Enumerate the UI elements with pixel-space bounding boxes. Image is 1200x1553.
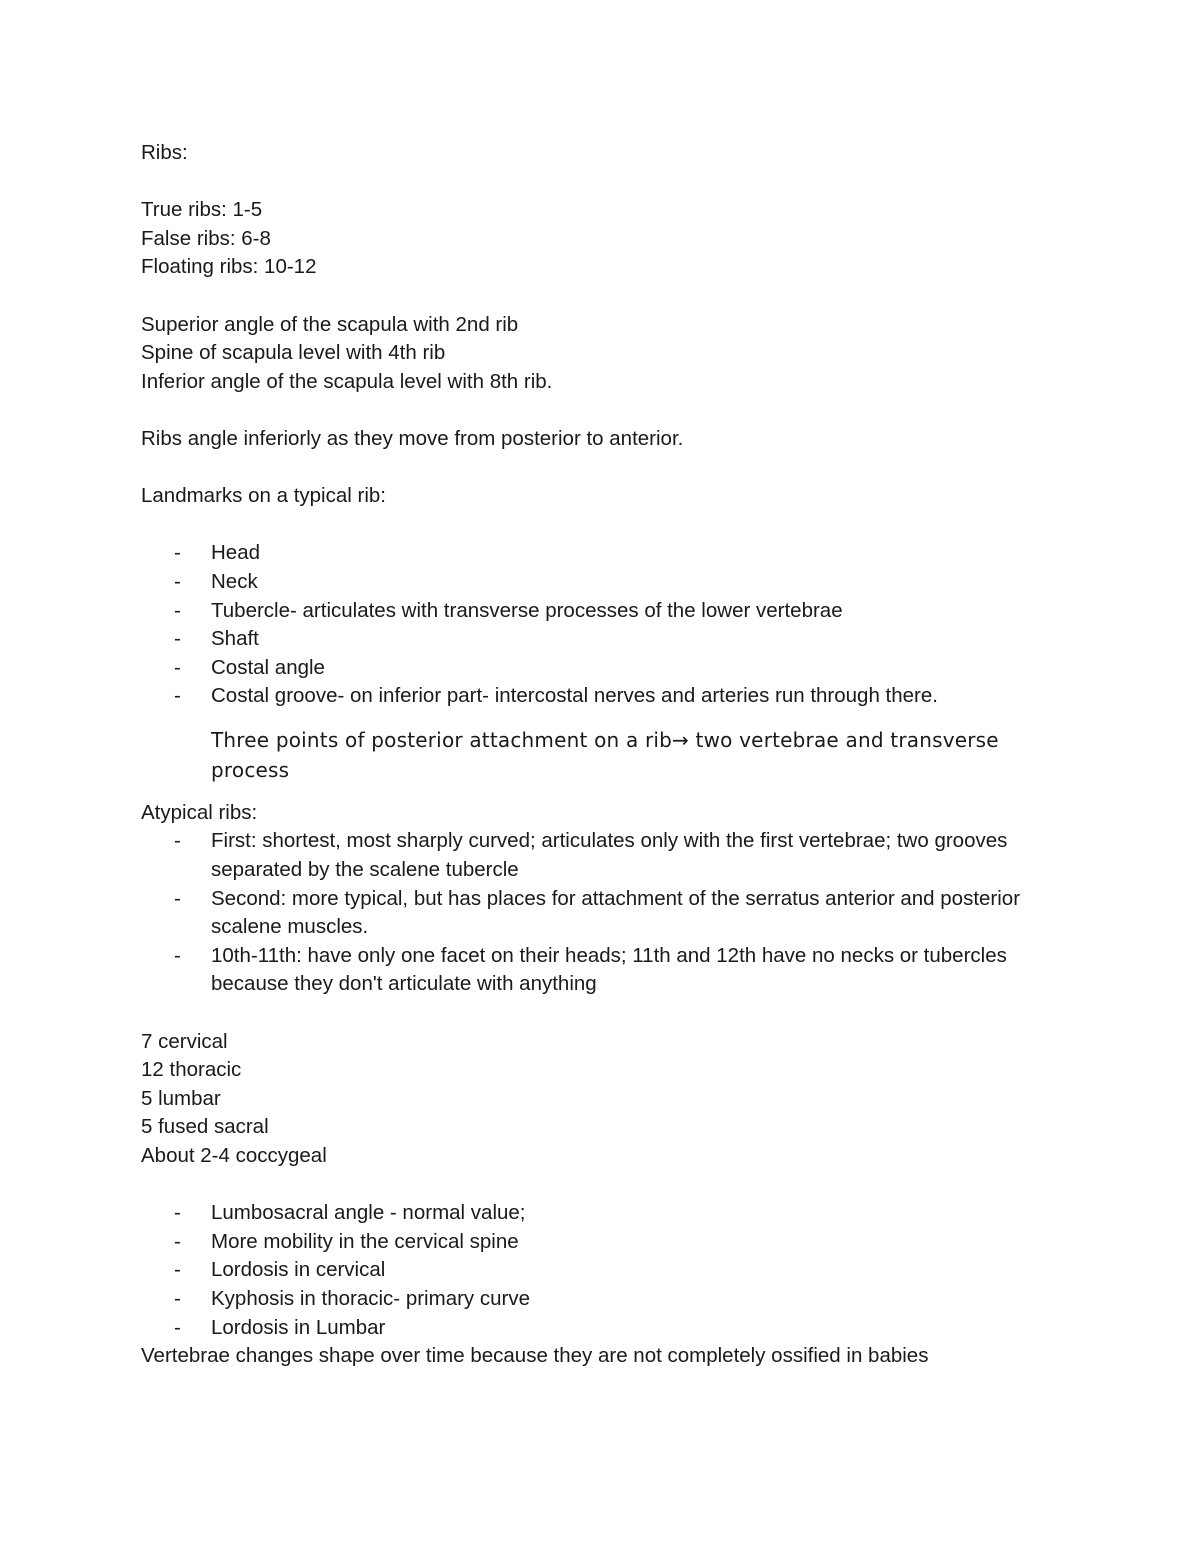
list-item-text: Tubercle- articulates with transverse processes of the lower vertebrae: [211, 598, 843, 622]
attachment-note: Three points of posterior attachment on a rib→ two vertebrae and transverse process: [211, 727, 999, 782]
spacer: [141, 999, 1101, 1028]
vertebrae-closing-note: Vertebrae changes shape over time because they are not completely ossified in babies: [141, 1344, 929, 1368]
bullet-marker: -: [174, 829, 181, 853]
list-item: [141, 597, 1101, 626]
list-item-text: Kyphosis in thoracic- primary curve: [211, 1286, 530, 1310]
list-item-text: Costal angle: [211, 655, 325, 679]
vertebrae-count-cervical: 7 cervical: [141, 1029, 228, 1053]
bullet-marker: -: [174, 1258, 181, 1282]
list-item-text: Lumbosacral angle - normal value;: [211, 1201, 526, 1225]
list-item: [141, 885, 1101, 942]
list-item: [141, 1314, 1101, 1343]
bullet-marker: -: [174, 569, 181, 593]
list-item-text: Neck: [211, 569, 258, 593]
list-item: [141, 625, 1101, 654]
list-item: [141, 654, 1101, 683]
list-item-text: More mobility in the cervical spine: [211, 1229, 519, 1253]
rib-type-false: False ribs: 6-8: [141, 226, 271, 250]
list-item-text: Shaft: [211, 627, 259, 651]
bullet-marker: -: [174, 1201, 181, 1225]
spacer: [141, 454, 1101, 483]
list-item-text: Lordosis in cervical: [211, 1258, 386, 1282]
rib-type-true: True ribs: 1-5: [141, 198, 263, 222]
atypical-list: [141, 827, 1101, 999]
bullet-marker: -: [174, 886, 181, 910]
bullet-marker: -: [174, 1286, 181, 1310]
vertebrae-count-thoracic: 12 thoracic: [141, 1058, 242, 1082]
list-item: [141, 539, 1101, 568]
spacer: [141, 1171, 1101, 1200]
list-item: [141, 568, 1101, 597]
bullet-marker: -: [174, 655, 181, 679]
bullet-marker: -: [174, 541, 181, 565]
list-item-text: Lordosis in Lumbar: [211, 1315, 386, 1339]
scapula-line-inferior: Inferior angle of the scapula level with 8th rib.: [141, 369, 553, 393]
document-page: [141, 139, 1101, 1371]
bullet-marker: -: [174, 598, 181, 622]
vertebrae-count-lumbar: 5 lumbar: [141, 1086, 221, 1110]
vertebrae-count-coccygeal: About 2-4 coccygeal: [141, 1144, 327, 1167]
spacer: [141, 396, 1101, 425]
vertebrae-notes-list: [141, 1199, 1101, 1342]
list-item: [141, 942, 1101, 999]
scapula-line-superior: Superior angle of the scapula with 2nd rib: [141, 312, 519, 336]
scapula-line-spine: Spine of scapula level with 4th rib: [141, 341, 446, 365]
bullet-marker: -: [174, 627, 181, 651]
spacer: [141, 282, 1101, 311]
rib-angle-note: Ribs angle inferiorly as they move from posterior to anterior.: [141, 426, 684, 450]
list-item-text: Second: more typical, but has places for attachment of the serratus anterior and posterior scalene muscles.: [211, 886, 1021, 939]
rib-type-floating: Floating ribs: 10-12: [141, 255, 317, 279]
list-item-text: Head: [211, 541, 261, 565]
landmarks-heading: Landmarks on a typical rib:: [141, 484, 386, 508]
bullet-marker: -: [174, 1229, 181, 1253]
list-item: [141, 1228, 1101, 1257]
list-item-text: 10th-11th: have only one facet on their heads; 11th and 12th have no necks or tubercles because they don't articulate with anything: [211, 943, 1007, 996]
vertebrae-count-sacral: 5 fused sacral: [141, 1115, 269, 1139]
bullet-marker: -: [174, 684, 181, 708]
spacer: [141, 168, 1101, 197]
bullet-marker: -: [174, 1315, 181, 1339]
list-item: [141, 1285, 1101, 1314]
list-item: [141, 1256, 1101, 1285]
ribs-heading: Ribs:: [141, 141, 188, 164]
list-item: [141, 682, 1101, 711]
bullet-marker: -: [174, 943, 181, 967]
list-item: [141, 1199, 1101, 1228]
landmarks-list: [141, 539, 1101, 711]
atypical-heading: Atypical ribs:: [141, 800, 258, 824]
list-item-text: Costal groove- on inferior part- intercostal nerves and arteries run through there.: [211, 684, 938, 708]
list-item-text: First: shortest, most sharply curved; articulates only with the first vertebrae; two grooves separated by the scalene tubercle: [211, 829, 1008, 882]
spacer: [141, 511, 1101, 540]
list-item: [141, 827, 1101, 884]
